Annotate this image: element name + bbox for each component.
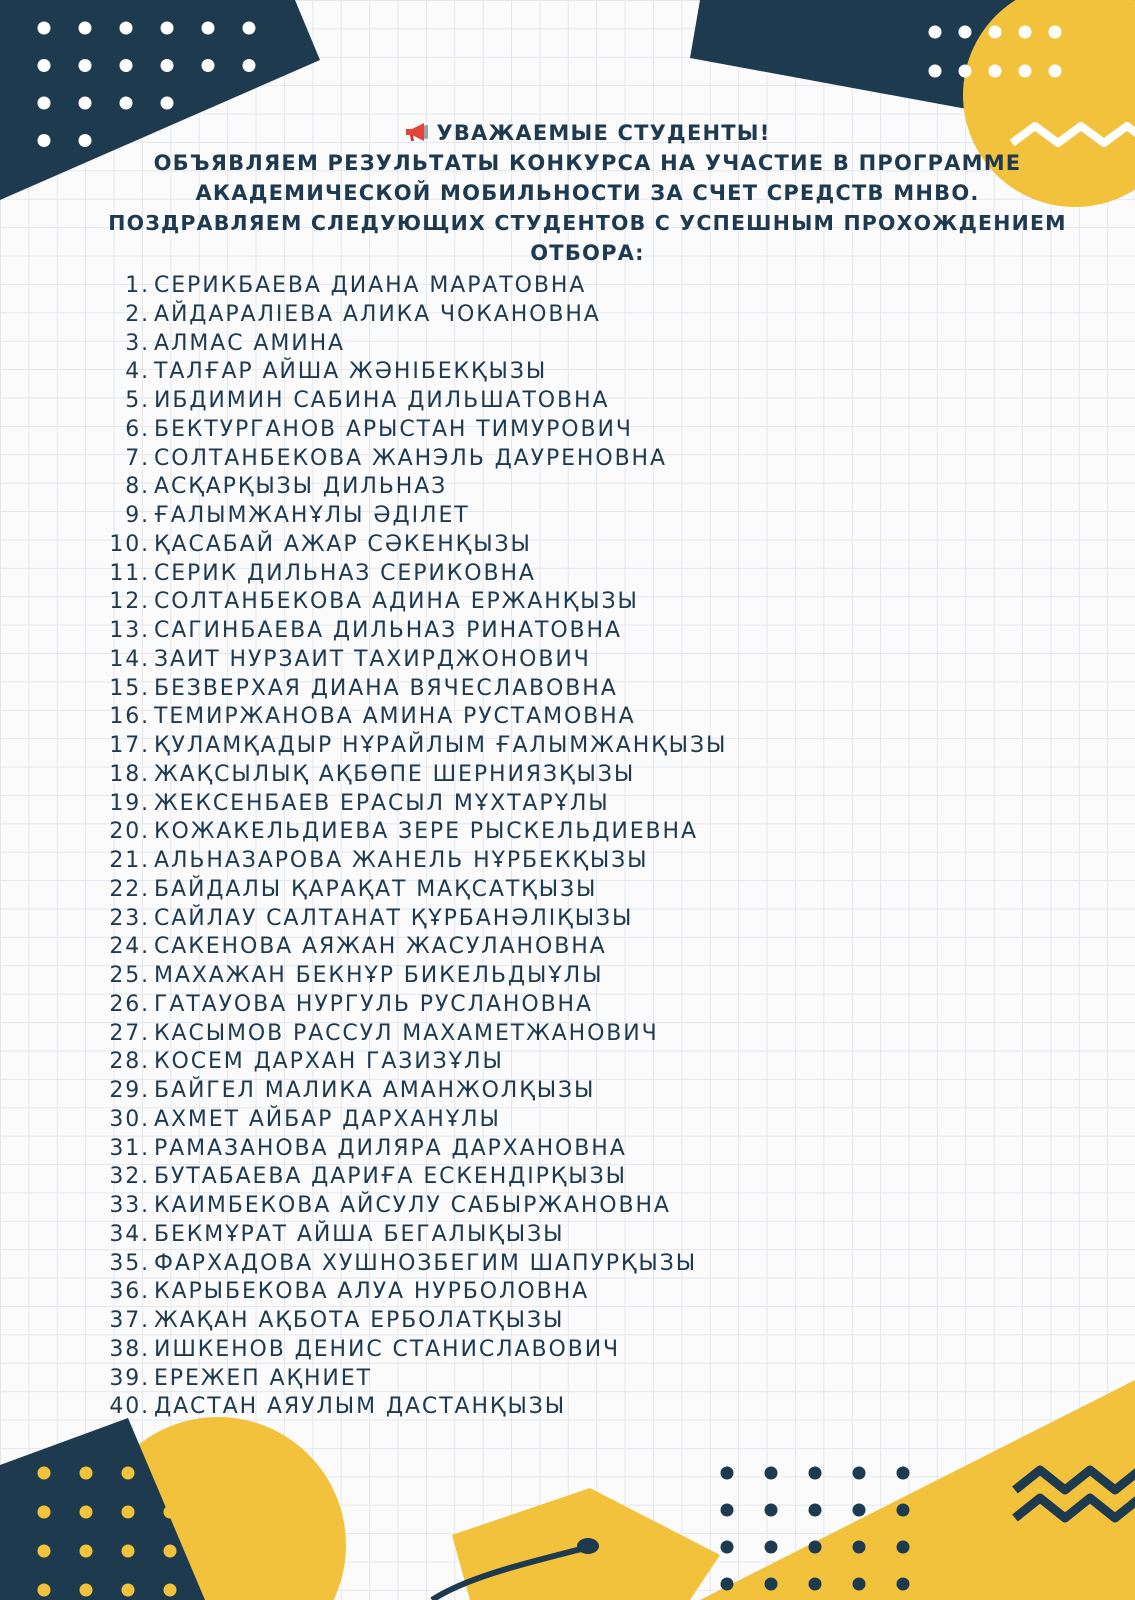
list-item	[108, 1307, 727, 1336]
decor-dot	[79, 59, 92, 72]
graduation-cap-button	[577, 1538, 599, 1554]
decor-dot	[38, 22, 51, 35]
student-name: АХМЕТ АЙБАР ДАРХАНҰЛЫ	[154, 1106, 501, 1132]
list-item-number: 21.	[109, 848, 150, 873]
list-item	[108, 1365, 727, 1394]
student-name: ТЕМИРЖАНОВА АМИНА РУСТАМОВНА	[154, 704, 636, 730]
list-item-number: 28.	[109, 1049, 150, 1075]
decor-dot	[897, 1467, 910, 1480]
list-item-number: 38.	[109, 1336, 150, 1362]
list-item	[108, 876, 727, 905]
list-item	[108, 847, 727, 876]
decor-dot	[809, 1541, 822, 1554]
list-item	[108, 387, 727, 416]
decor-dot	[120, 59, 133, 72]
list-item-number: 8.	[125, 474, 150, 500]
list-item-number: 2.	[125, 301, 150, 327]
decor-dot	[765, 1541, 778, 1554]
list-item-number: 39.	[109, 1365, 150, 1391]
list-item-number: 29.	[109, 1078, 150, 1103]
student-name: ЗАИТ НУРЗАИТ ТАХИРДЖОНОВИЧ	[154, 646, 591, 672]
student-name: СОЛТАНБЕКОВА АДИНА ЕРЖАНҚЫЗЫ	[154, 589, 639, 615]
list-item-number: 24.	[109, 934, 150, 960]
list-item	[108, 358, 727, 387]
list-item-number: 19.	[109, 790, 150, 816]
list-item	[108, 761, 727, 790]
student-name: КОСЕМ ДАРХАН ГАЗИЗҰЛЫ	[154, 1049, 504, 1075]
student-name: ҒАЛЫМЖАНҰЛЫ ӘДІЛЕТ	[154, 503, 470, 528]
list-item-number: 40.	[109, 1394, 150, 1420]
student-name: МАХАЖАН БЕКНҰР БИКЕЛЬДЫҰЛЫ	[154, 963, 604, 988]
list-item-number: 31.	[109, 1135, 150, 1161]
decor-dot	[80, 1506, 93, 1519]
decor-dot	[164, 1545, 177, 1558]
list-item-number: 20.	[109, 819, 150, 845]
decor-dot	[809, 1504, 822, 1517]
decor-dot	[853, 1467, 866, 1480]
list-item-number: 5.	[125, 388, 150, 413]
student-name: БАЙГЕЛ МАЛИКА АМАНЖОЛҚЫЗЫ	[154, 1078, 596, 1103]
decor-dot	[243, 22, 256, 35]
student-name: КАСЫМОВ РАССУЛ МАХАМЕТЖАНОВИЧ	[154, 1020, 659, 1046]
student-name: ЖАҚСЫЛЫҚ АҚБӨПЕ ШЕРНИЯЗҚЫЗЫ	[154, 761, 636, 787]
list-item-number: 1.	[125, 273, 150, 298]
student-name: АСҚАРҚЫЗЫ ДИЛЬНАЗ	[154, 474, 448, 500]
decor-dot	[161, 59, 174, 72]
list-item-number: 9.	[125, 503, 150, 528]
list-item	[108, 732, 727, 761]
decor-dot	[765, 1504, 778, 1517]
list-item-number: 25.	[109, 963, 150, 988]
list-item-number: 23.	[109, 905, 150, 931]
student-name: ҚАСАБАЙ АЖАР СӘКЕНҚЫЗЫ	[154, 531, 532, 557]
decor-dot	[164, 1584, 177, 1597]
list-item-number: 3.	[125, 330, 150, 356]
student-name: БУТАБАЕВА ДАРИҒА ЕСКЕНДІРҚЫЗЫ	[154, 1164, 627, 1190]
decor-dot	[122, 1584, 135, 1597]
decor-dot	[721, 1578, 734, 1591]
list-item	[108, 1336, 727, 1365]
student-name: ТАЛҒАР АЙША ЖӘНІБЕКҚЫЗЫ	[154, 359, 548, 385]
list-item	[108, 473, 727, 502]
decor-dot	[989, 26, 1002, 39]
list-item-number: 27.	[109, 1020, 150, 1046]
student-name: ЖАҚАН АҚБОТА ЕРБОЛАТҚЫЗЫ	[154, 1308, 565, 1333]
decor-dot	[897, 1504, 910, 1517]
list-item	[108, 1077, 727, 1106]
decor-dot	[989, 65, 1002, 78]
decor-dot	[79, 22, 92, 35]
decor-dot	[38, 1545, 51, 1558]
list-item-number: 34.	[109, 1221, 150, 1247]
list-item	[108, 1393, 727, 1422]
decor-dot	[80, 1467, 93, 1480]
decor-dot	[79, 134, 92, 147]
list-item-number: 16.	[109, 704, 150, 730]
decor-dot	[929, 65, 942, 78]
decor-dot	[38, 1467, 51, 1480]
decor-dot	[122, 1467, 135, 1480]
list-item-number: 15.	[109, 675, 150, 701]
list-item-number: 32.	[109, 1164, 150, 1190]
student-name: КОЖАКЕЛЬДИЕВА ЗЕРЕ РЫСКЕЛЬДИЕВНА	[154, 819, 698, 845]
student-name: КАРЫБЕКОВА АЛУА НУРБОЛОВНА	[154, 1279, 590, 1305]
list-item-number: 14.	[109, 646, 150, 672]
list-item	[108, 445, 727, 474]
list-item-number: 35.	[109, 1250, 150, 1276]
student-name: СЕРИКБАЕВА ДИАНА МАРАТОВНА	[154, 273, 587, 298]
list-item	[108, 1106, 727, 1135]
decor-dot	[161, 22, 174, 35]
list-item	[108, 301, 727, 330]
decor-dot	[38, 59, 51, 72]
heading-line-4: ПОЗДРАВЛЯЕМ СЛЕДУЮЩИХ СТУДЕНТОВ С УСПЕШНЫМ ПРОХОЖДЕНИЕМ	[108, 211, 1067, 235]
decor-dot	[243, 59, 256, 72]
list-item	[108, 1048, 727, 1077]
decor-dot	[164, 1467, 177, 1480]
student-name: АЛМАС АМИНА	[154, 330, 345, 356]
student-name: ЕРЕЖЕП АҚНИЕТ	[154, 1365, 372, 1391]
decor-dot	[1049, 26, 1062, 39]
student-name: АЙДАРАЛІЕВА АЛИКА ЧОКАНОВНА	[154, 301, 601, 327]
list-item	[108, 588, 727, 617]
list-item-number: 18.	[109, 761, 150, 787]
list-item	[108, 617, 727, 646]
student-name: САЙЛАУ САЛТАНАТ ҚҰРБАНӘЛІҚЫЗЫ	[154, 905, 634, 931]
list-item	[108, 991, 727, 1020]
decor-dot	[164, 1506, 177, 1519]
student-name: КАИМБЕКОВА АЙСУЛУ САБЫРЖАНОВНА	[154, 1193, 671, 1218]
heading-line-5: ОТБОРА:	[530, 241, 645, 265]
student-name: АЛЬНАЗАРОВА ЖАНЕЛЬ НҰРБЕКҚЫЗЫ	[154, 848, 649, 873]
decor-dot	[1019, 26, 1032, 39]
decor-dot	[1019, 65, 1032, 78]
list-item-number: 13.	[109, 618, 150, 643]
decor-dot	[38, 1506, 51, 1519]
decor-dot	[959, 26, 972, 39]
list-item	[108, 1250, 727, 1279]
student-name: БАЙДАЛЫ ҚАРАҚАТ МАҚСАТҚЫЗЫ	[154, 876, 598, 902]
list-item	[108, 675, 727, 704]
list-item	[108, 1192, 727, 1221]
decor-dot	[202, 59, 215, 72]
student-name: САГИНБАЕВА ДИЛЬНАЗ РИНАТОВНА	[154, 618, 622, 643]
announcement-heading	[100, 118, 1075, 268]
list-item-number: 22.	[109, 876, 150, 902]
list-item	[108, 1020, 727, 1049]
list-item-number: 10.	[109, 531, 150, 557]
decor-dot	[765, 1578, 778, 1591]
heading-greeting: УВАЖАЕМЫЕ СТУДЕНТЫ!	[436, 121, 771, 145]
list-item	[108, 272, 727, 301]
decor-dot	[853, 1541, 866, 1554]
list-item-number: 7.	[125, 445, 150, 471]
list-item	[108, 560, 727, 589]
decor-dot	[853, 1578, 866, 1591]
decor-dot	[122, 1506, 135, 1519]
decor-dot	[161, 97, 174, 110]
list-item	[108, 933, 727, 962]
list-item-number: 4.	[125, 359, 150, 385]
decor-dot	[809, 1467, 822, 1480]
list-item-number: 17.	[109, 733, 150, 758]
list-item-number: 6.	[125, 416, 150, 442]
decor-dot	[853, 1504, 866, 1517]
student-list	[108, 272, 727, 1422]
decor-dot	[120, 97, 133, 110]
student-name: ЖЕКСЕНБАЕВ ЕРАСЫЛ МҰХТАРҰЛЫ	[154, 790, 610, 816]
decor-dot	[122, 1545, 135, 1558]
decor-dot	[1049, 65, 1062, 78]
student-name: БЕКМҰРАТ АЙША БЕГАЛЫҚЫЗЫ	[154, 1221, 565, 1247]
list-item-number: 36.	[109, 1279, 150, 1305]
student-name: РАМАЗАНОВА ДИЛЯРА ДАРХАНОВНА	[154, 1135, 627, 1161]
list-item	[108, 1163, 727, 1192]
student-name: ҚУЛАМҚАДЫР НҰРАЙЛЫМ ҒАЛЫМЖАНҚЫЗЫ	[154, 733, 728, 758]
decor-dot	[897, 1541, 910, 1554]
list-item	[108, 1135, 727, 1164]
list-item	[108, 416, 727, 445]
decor-dot	[38, 97, 51, 110]
heading-line-3: АКАДЕМИЧЕСКОЙ МОБИЛЬНОСТИ ЗА СЧЕТ СРЕДСТВ МНВО.	[195, 181, 980, 205]
list-item	[108, 646, 727, 675]
list-item	[108, 531, 727, 560]
decor-dot	[897, 1578, 910, 1591]
list-item-number: 37.	[109, 1308, 150, 1333]
student-name: БЕКТУРГАНОВ АРЫСТАН ТИМУРОВИЧ	[154, 416, 633, 442]
list-item-number: 11.	[109, 560, 150, 586]
student-name: СЕРИК ДИЛЬНАЗ СЕРИКОВНА	[154, 560, 536, 586]
student-name: САКЕНОВА АЯЖАН ЖАСУЛАНОВНА	[154, 934, 607, 960]
student-name: СОЛТАНБЕКОВА ЖАНЭЛЬ ДАУРЕНОВНА	[154, 445, 667, 471]
list-item	[108, 790, 727, 819]
decor-dot	[120, 22, 133, 35]
student-name: БЕЗВЕРХАЯ ДИАНА ВЯЧЕСЛАВОВНА	[154, 675, 618, 701]
decor-dot	[79, 97, 92, 110]
heading-line-2: ОБЪЯВЛЯЕМ РЕЗУЛЬТАТЫ КОНКУРСА НА УЧАСТИЕ В ПРОГРАММЕ	[153, 151, 1022, 175]
list-item	[108, 1221, 727, 1250]
decor-dot	[80, 1584, 93, 1597]
list-item	[108, 962, 727, 991]
list-item	[108, 502, 727, 531]
decor-dot	[721, 1467, 734, 1480]
decor-dot	[929, 26, 942, 39]
list-item-number: 33.	[109, 1193, 150, 1218]
list-item	[108, 905, 727, 934]
list-item	[108, 1278, 727, 1307]
decor-dot	[38, 1584, 51, 1597]
decor-dot	[959, 65, 972, 78]
decor-dot	[721, 1541, 734, 1554]
heading-line-1	[100, 118, 1075, 148]
decor-dot	[721, 1504, 734, 1517]
list-item-number: 12.	[109, 589, 150, 615]
list-item	[108, 703, 727, 732]
student-name: ИШКЕНОВ ДЕНИС СТАНИСЛАВОВИЧ	[154, 1336, 621, 1362]
decor-dot	[38, 134, 51, 147]
list-item-number: 26.	[109, 991, 150, 1017]
decor-dot	[80, 1545, 93, 1558]
list-item	[108, 330, 727, 359]
student-name: ДАСТАН АЯУЛЫМ ДАСТАНҚЫЗЫ	[154, 1394, 567, 1420]
decor-dot	[809, 1578, 822, 1591]
megaphone-icon	[404, 121, 430, 143]
decor-dot	[765, 1467, 778, 1480]
student-name: ФАРХАДОВА ХУШНОЗБЕГИМ ШАПУРҚЫЗЫ	[154, 1250, 698, 1276]
student-name: ГАТАУОВА НУРГУЛЬ РУСЛАНОВНА	[154, 991, 593, 1017]
list-item-number: 30.	[109, 1106, 150, 1132]
student-name: ИБДИМИН САБИНА ДИЛЬШАТОВНА	[154, 388, 610, 413]
decor-dot	[202, 22, 215, 35]
list-item	[108, 818, 727, 847]
